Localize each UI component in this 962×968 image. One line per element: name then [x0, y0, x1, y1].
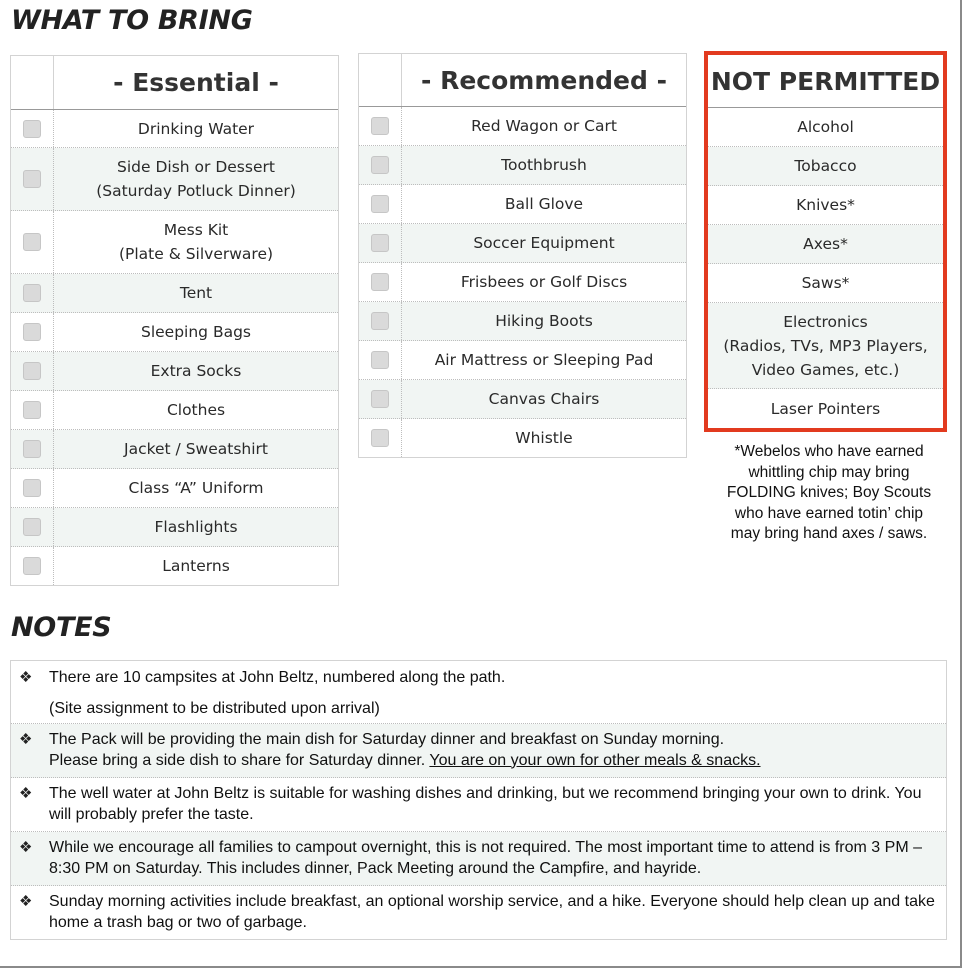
note-text: The Pack will be providing the main dish for Saturday dinner and breakfast on Sunday morning.: [49, 731, 725, 748]
recommended-row: [359, 380, 686, 419]
item-label: Side Dish or Dessert (Saturday Potluck Dinner): [96, 158, 296, 200]
diamond-bullet-icon: ❖: [19, 785, 33, 802]
item-label: Jacket / Sweatshirt: [124, 440, 268, 458]
item-label: Tobacco: [794, 157, 857, 175]
not-permitted-title: NOT PERMITTED: [708, 55, 943, 108]
diamond-bullet-icon: ❖: [19, 839, 33, 856]
not-permitted-row: [708, 225, 943, 264]
item-label: Extra Socks: [150, 362, 242, 380]
note-text: While we encourage all families to campout overnight, this is not required. The most important time to attend is from 3 PM – 8:30 PM on Saturday. This includes dinner, Pack Meeting around the Campfire, and hayride.: [49, 839, 922, 877]
not-permitted-box: [704, 51, 947, 432]
note-item: [11, 886, 946, 939]
checkbox[interactable]: [371, 312, 389, 330]
item-label: Soccer Equipment: [473, 234, 615, 252]
item-label: Drinking Water: [137, 119, 255, 138]
recommended-row: [359, 146, 686, 185]
not-permitted-footnote: *Webelos who have earned whittling chip may bring FOLDING knives; Boy Scouts who have earned totin’ chip may bring hand axes / saws.: [726, 443, 932, 542]
checkbox[interactable]: [371, 156, 389, 174]
essential-row: [11, 547, 338, 585]
not-permitted-row: [708, 147, 943, 186]
checkbox[interactable]: [23, 479, 41, 497]
checkbox[interactable]: [23, 440, 41, 458]
note-item: [11, 778, 946, 832]
recommended-row: [359, 302, 686, 341]
checkbox[interactable]: [23, 233, 41, 251]
checkbox[interactable]: [23, 284, 41, 302]
item-label: Red Wagon or Cart: [471, 117, 617, 135]
item-label: Saws*: [801, 274, 850, 292]
checkbox[interactable]: [371, 351, 389, 369]
checkbox[interactable]: [23, 401, 41, 419]
checkbox[interactable]: [23, 518, 41, 536]
recommended-table: [358, 53, 687, 458]
essential-row: [11, 469, 338, 508]
checkbox[interactable]: [371, 273, 389, 291]
note-emphasis: You are on your own for other meals & snacks.: [429, 751, 761, 769]
essential-row: [11, 352, 338, 391]
essential-row: [11, 430, 338, 469]
diamond-bullet-icon: ❖: [19, 893, 33, 910]
recommended-row: [359, 224, 686, 263]
item-label: Mess Kit (Plate & Silverware): [118, 221, 274, 263]
item-label: Laser Pointers: [770, 399, 881, 418]
not-permitted-row: [708, 186, 943, 225]
item-label: Canvas Chairs: [488, 390, 600, 408]
recommended-row: [359, 185, 686, 224]
item-label: Class “A” Uniform: [128, 479, 264, 497]
item-label: Whistle: [515, 429, 573, 447]
checkbox[interactable]: [371, 429, 389, 447]
notes-heading: NOTES: [11, 612, 112, 643]
essential-row: [11, 211, 338, 274]
checkbox[interactable]: [23, 170, 41, 188]
essential-table: [10, 55, 339, 586]
note-item: [11, 724, 946, 778]
note-text: (Site assignment to be distributed upon arrival): [49, 700, 380, 717]
diamond-bullet-icon: ❖: [19, 669, 33, 686]
item-label: Knives*: [796, 196, 855, 214]
checkbox[interactable]: [23, 362, 41, 380]
essential-row: [11, 110, 338, 148]
note-item: [11, 832, 946, 886]
checkbox[interactable]: [371, 195, 389, 213]
item-label: Lanterns: [162, 557, 230, 575]
essential-header: [11, 56, 338, 110]
checkbox[interactable]: [23, 323, 41, 341]
recommended-row: [359, 107, 686, 146]
essential-row: [11, 274, 338, 313]
what-to-bring-heading: WHAT TO BRING: [11, 5, 253, 36]
item-label: Ball Glove: [504, 195, 584, 213]
note-item: [11, 661, 946, 724]
note-text: Sunday morning activities include breakfast, an optional worship service, and a hike. Everyone should help clean up and take home a trash bag or two of garbage.: [49, 893, 935, 931]
item-label: Sleeping Bags: [141, 323, 251, 341]
notes-list: [10, 660, 947, 940]
item-label: Clothes: [166, 401, 226, 419]
item-label: Flashlights: [154, 518, 238, 536]
checkbox[interactable]: [23, 120, 41, 138]
recommended-row: [359, 263, 686, 302]
note-text: There are 10 campsites at John Beltz, numbered along the path.: [49, 669, 506, 686]
not-permitted-row: [708, 389, 943, 428]
item-label: Alcohol: [797, 118, 854, 136]
item-label: Axes*: [803, 235, 848, 253]
item-label: Air Mattress or Sleeping Pad: [434, 351, 654, 369]
essential-row: [11, 508, 338, 547]
essential-row: [11, 391, 338, 430]
recommended-title: - Recommended -: [421, 65, 667, 95]
item-label: Toothbrush: [501, 156, 587, 174]
diamond-bullet-icon: ❖: [19, 731, 33, 748]
recommended-header: [359, 54, 686, 107]
item-label: Tent: [179, 284, 213, 302]
recommended-row: [359, 419, 686, 457]
checkbox[interactable]: [23, 557, 41, 575]
not-permitted-row: [708, 303, 943, 389]
note-text: Please bring a side dish to share for Saturday dinner.: [49, 751, 426, 769]
item-label: Hiking Boots: [495, 312, 593, 330]
not-permitted-row: [708, 264, 943, 303]
essential-row: [11, 148, 338, 211]
recommended-row: [359, 341, 686, 380]
checkbox[interactable]: [371, 234, 389, 252]
essential-row: [11, 313, 338, 352]
item-label: Frisbees or Golf Discs: [460, 273, 628, 291]
note-text: The well water at John Beltz is suitable for washing dishes and drinking, but we recommend bringing your own to drink. You will probably prefer the taste.: [49, 785, 922, 823]
essential-title: - Essential -: [113, 68, 279, 97]
item-label: Electronics (Radios, TVs, MP3 Players, Video Games, etc.): [723, 312, 928, 379]
checkbox[interactable]: [371, 390, 389, 408]
checkbox[interactable]: [371, 117, 389, 135]
not-permitted-row: [708, 108, 943, 147]
